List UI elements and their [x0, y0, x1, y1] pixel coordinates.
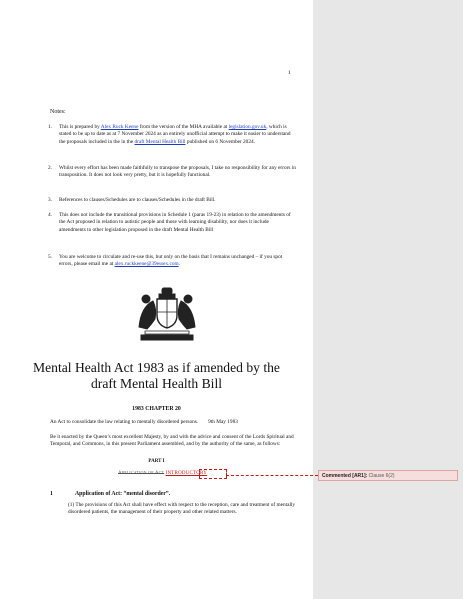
section-heading: Application of Act: “mental disorder”. — [75, 491, 171, 497]
subsection-text: (1) The provisions of this Act shall have effect with respect to the reception, care and treatment of mentally disordered patients, the management of their property and other related matters. — [68, 502, 296, 515]
part-heading: PART I — [148, 459, 165, 464]
comment-balloon[interactable] — [318, 470, 458, 481]
note-number: 5. — [48, 254, 52, 260]
note-text: References to clauses/Schedules are to clauses/Schedules in the draft Bill. — [59, 197, 216, 203]
enacting-formula: Be it enacted by the Queen’s most excellent Majesty, by and with the advice and consent of the Lords Spiritual and Temporal, and Commons, in this present Parliament assembled, and by the authority of the same, as follows: — [50, 434, 294, 447]
author-link[interactable]: Alex Ruck Keene — [100, 124, 139, 130]
comment-author: Commented [AR1]: — [322, 473, 368, 479]
comment-text: Clause 6(2) — [368, 473, 395, 479]
legislation-link[interactable]: legislation.gov.uk — [228, 124, 267, 130]
assent-date: 9th May 1983 — [208, 419, 238, 425]
note-number: 3. — [48, 197, 52, 203]
note-number: 1. — [48, 124, 52, 130]
section-group-heading — [118, 470, 207, 476]
note-text: Whilst every effort has been made faithfully to transpose the proposals, I take no responsibility for any errors in transposition. It does not look very pretty, but it is hopefully functional. — [59, 165, 296, 179]
comment-anchor[interactable] — [199, 469, 227, 479]
comment-leader-line — [226, 475, 318, 476]
note-text: This is prepared by Alex Ruck Keene from the version of the MHA available at legislation.gov.uk, which is stated to be up to date as at 7 November 2024 as an entirely unofficial attempt to make it easier to understand the proposals included in the in the draft Mental Health Bill published on 6 November 2024. — [59, 124, 291, 145]
section-number: 1 — [50, 491, 53, 497]
note-number: 2. — [48, 165, 52, 171]
comment-margin-pane — [313, 0, 463, 599]
note-text: This does not include the transitional provisions in Schedule 1 (paras 19-23) in relation to the amendments of the Act proposed in relation to autistic people and those with learning disability, nor does it include amendments to other legislation proposed in the draft Mental Health Bill — [59, 212, 291, 233]
email-link[interactable]: alex.ruckkeene@39essex.com — [114, 261, 179, 268]
long-title: An Act to consolidate the law relating to mentally disordered persons. 9th May 1983 — [50, 419, 238, 425]
draft-bill-link[interactable]: draft Mental Health Bill — [134, 138, 186, 145]
note-number: 4. — [48, 212, 52, 218]
royal-coat-of-arms-icon — [133, 285, 201, 345]
note-text: You are welcome to circulate and re-use this, but only on the basis that I remains unchanged – if you spot errors, please email me at alex.ruckkeene@39essex.com. — [59, 254, 283, 268]
notes-heading: Notes: — [50, 109, 66, 115]
inserted-text: INTRODUCTORY — [165, 471, 208, 476]
deleted-text: Application of Act — [118, 471, 165, 476]
document-title: Mental Health Act 1983 as if amended by the draft Mental Health Bill — [33, 360, 280, 391]
chapter-heading: 1983 CHAPTER 20 — [132, 406, 181, 412]
page-number: 1 — [288, 70, 291, 76]
